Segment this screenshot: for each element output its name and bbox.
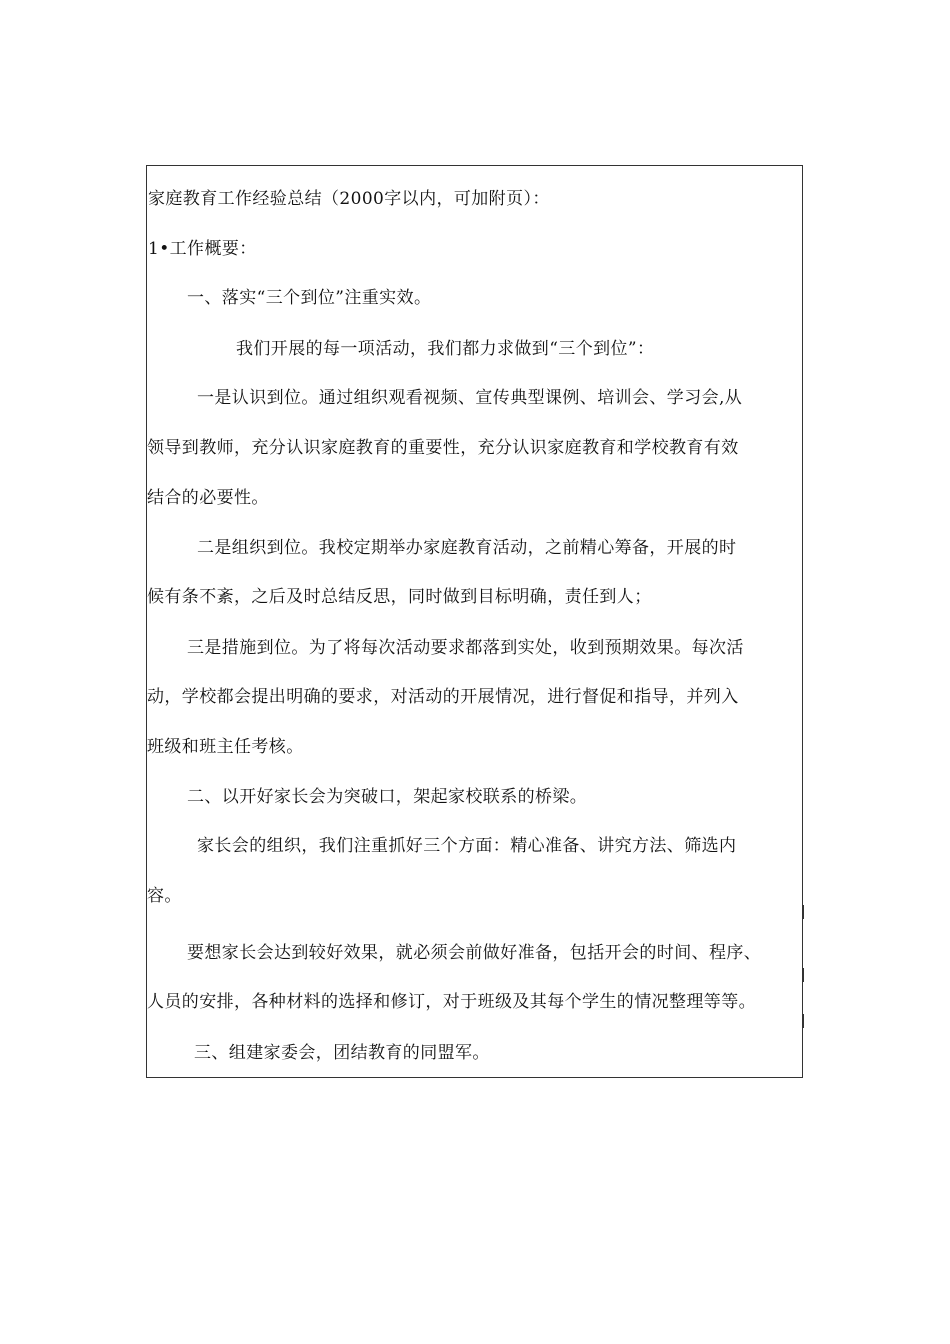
paragraph-line: 一是认识到位。通过组织观看视频、宣传典型课例、培训会、学习会,从 [197,388,743,408]
paragraph-line: 动，学校都会提出明确的要求，对活动的开展情况，进行督促和指导，并列入 [147,687,739,707]
paragraph-line: 要想家长会达到较好效果，就必须会前做好准备，包括开会的时间、程序、 [187,943,762,963]
form-header: 家庭教育工作经验总结（2000字以内，可加附页）： [148,189,550,209]
table-border-fragment [803,905,804,919]
paragraph-line: 结合的必要性。 [147,488,269,508]
paragraph-line: 三是措施到位。为了将每次活动要求都落到实处，收到预期效果。每次活 [187,638,744,658]
paragraph-line: 领导到教师，充分认识家庭教育的重要性，充分认识家庭教育和学校教育有效 [147,438,739,458]
paragraph-line: 二是组织到位。我校定期举办家庭教育活动，之前精心筹备，开展的时 [197,538,737,558]
summary-form-box [146,165,803,1078]
paragraph-line: 候有条不紊，之后及时总结反思，同时做到目标明确，责任到人； [147,587,652,607]
paragraph-line: 人员的安排，各种材料的选择和修订，对于班级及其每个学生的情况整理等等。 [147,992,756,1012]
heading-three: 三、组建家委会，团结教育的同盟军。 [194,1043,490,1063]
paragraph-line: 我们开展的每一项活动，我们都力求做到“三个到位”： [236,339,655,359]
section-label: 1•工作概要： [148,239,257,259]
table-border-fragment [803,968,804,982]
paragraph-line: 容。 [147,886,182,906]
paragraph-line: 班级和班主任考核。 [147,737,304,757]
heading-one: 一、落实“三个到位”注重实效。 [187,288,432,308]
heading-two: 二、以开好家长会为突破口，架起家校联系的桥梁。 [187,787,588,807]
table-border-fragment [803,1014,804,1028]
paragraph-line: 家长会的组织，我们注重抓好三个方面：精心准备、讲究方法、筛选内 [197,836,737,856]
